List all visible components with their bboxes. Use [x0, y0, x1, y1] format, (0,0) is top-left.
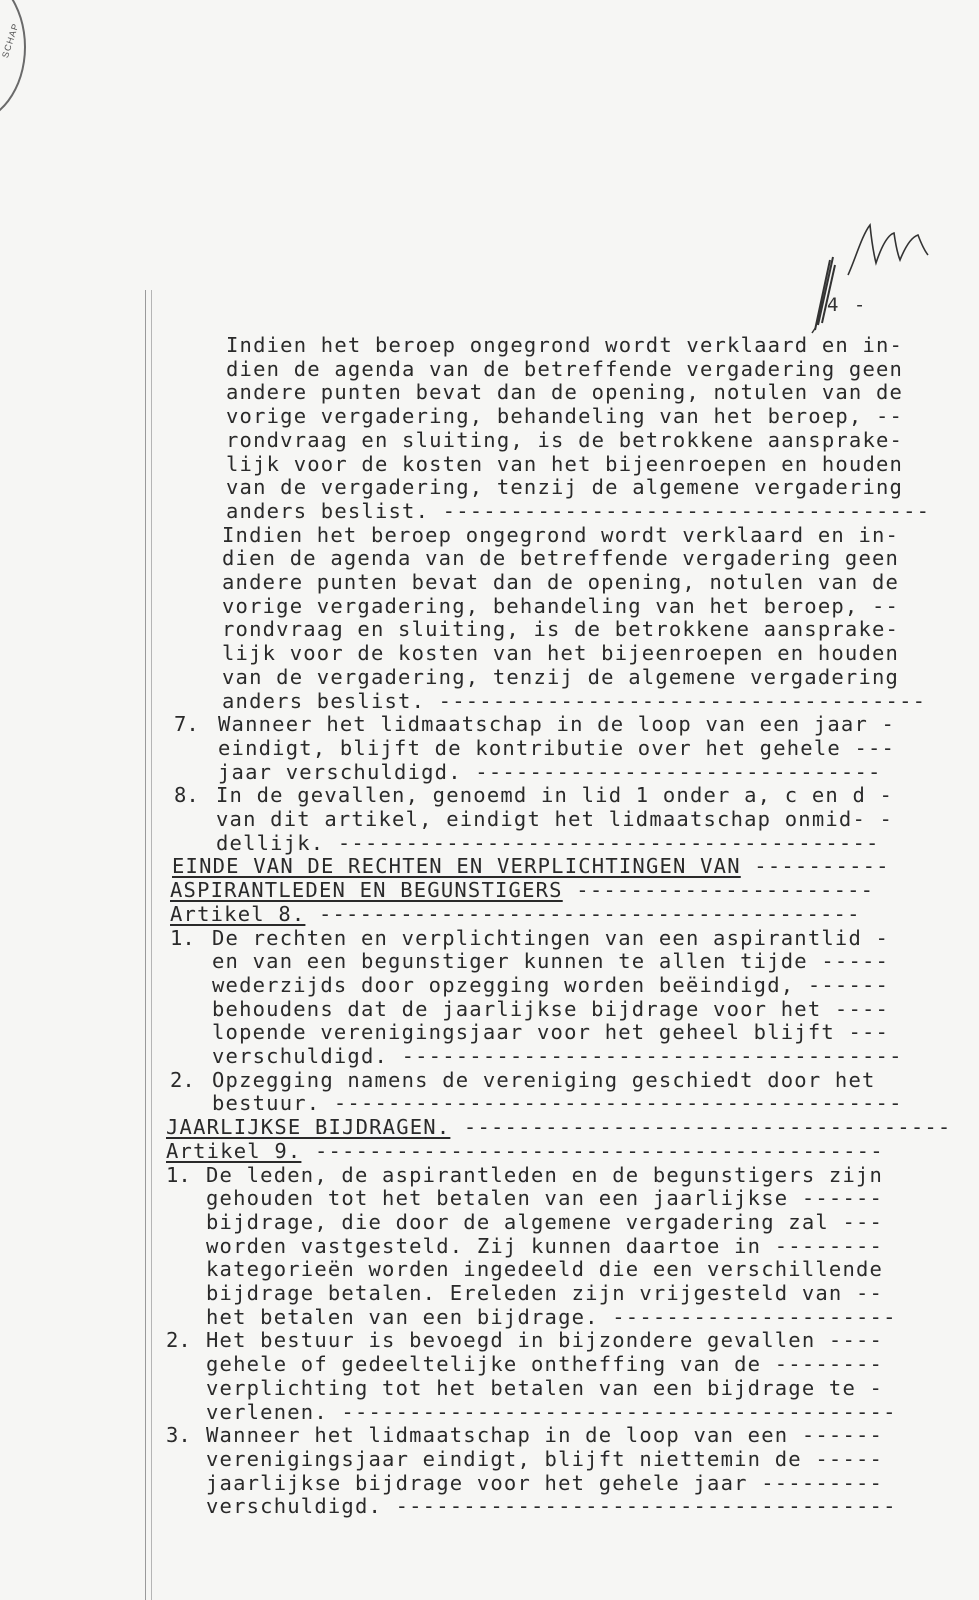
- paragraph-line: Indien het beroep ongegrond wordt verklaard en in-: [226, 333, 904, 357]
- dash-fill: ------------------------------------------: [301, 1138, 884, 1163]
- margin-rule: [151, 290, 152, 1600]
- paragraph-line: andere punten bevat dan de opening, notulen van de: [226, 380, 904, 405]
- paragraph-line: anders beslist. ------------------------------------: [222, 688, 927, 713]
- list-item-line: bijdrage betalen. Ereleden zijn vrijgesteld van --: [206, 1281, 884, 1305]
- list-item-line: eindigt, blijft de kontributie over het gehele ---: [218, 735, 896, 760]
- list-item-line: en van een begunstiger kunnen te allen tijde -----: [212, 949, 890, 974]
- margin-rule: [145, 290, 146, 1600]
- list-item-line: bestuur. ------------------------------------------: [212, 1091, 903, 1116]
- dash-fill: ----------------------: [562, 878, 875, 903]
- list-item-line: verenigingsjaar eindigt, blijft niettemin de -----: [206, 1446, 884, 1471]
- heading-text: Artikel 9.: [166, 1138, 302, 1163]
- handwritten-signature: [800, 205, 950, 335]
- list-item-line: Wanneer het lidmaatschap in de loop van een ------: [206, 1423, 884, 1448]
- list-item-line: kategorieën worden ingedeeld die een verschillende: [206, 1257, 884, 1282]
- paragraph-line: dien de agenda van de betreffende vergadering geen: [222, 546, 900, 571]
- page-number: 4 -: [827, 294, 868, 316]
- list-item-line: In de gevallen, genoemd in lid 1 onder a, c en d -: [216, 783, 894, 808]
- list-item-line: Het bestuur is bevoegd in bijzondere gevallen ----: [206, 1328, 884, 1353]
- list-item-line: worden vastgesteld. Zij kunnen daartoe in --------: [206, 1233, 884, 1258]
- paragraph-line: vorige vergadering, behandeling van het beroep, --: [222, 593, 900, 618]
- list-item-line: dellijk. ----------------------------------------: [216, 830, 880, 855]
- list-item-line: verlenen. -----------------------------------------: [206, 1399, 897, 1424]
- list-item-line: verschuldigd. -------------------------------------: [212, 1044, 903, 1068]
- stamp-seal: [0, 0, 26, 124]
- heading-text: Artikel 8.: [170, 901, 306, 926]
- paragraph-line: anders beslist. ------------------------------------: [226, 498, 931, 523]
- item-number: 3.: [166, 1423, 191, 1448]
- list-item-line: Wanneer het lidmaatschap in de loop van een jaar -: [218, 712, 896, 737]
- paragraph-line: dien de agenda van de betreffende vergadering geen: [226, 356, 904, 381]
- list-item-line: gehouden tot het betalen van een jaarlijkse ------: [206, 1186, 884, 1211]
- item-number: 2.: [170, 1067, 195, 1092]
- paragraph-line: rondvraag en sluiting, is de betrokkene aansprake-: [226, 427, 904, 452]
- list-item-line: het betalen van een bijdrage. ---------------------: [206, 1304, 897, 1329]
- dash-fill: ----------------------------------------: [305, 901, 861, 926]
- paragraph-line: lijk voor de kosten van het bijeenroepen en houden: [226, 451, 904, 476]
- item-number: 8.: [174, 783, 199, 808]
- list-item-line: wederzijds door opzegging worden beëindigd, ------: [212, 972, 890, 997]
- paragraph-line: andere punten bevat dan de opening, notulen van de: [222, 570, 900, 594]
- item-number: 2.: [166, 1328, 191, 1353]
- section-heading: [166, 1115, 951, 1139]
- list-item-line: jaar verschuldigd. ------------------------------: [218, 759, 882, 784]
- paragraph-line: vorige vergadering, behandeling van het beroep, --: [226, 404, 904, 429]
- section-heading: [172, 854, 890, 878]
- heading-text: JAARLIJKSE BIJDRAGEN.: [166, 1115, 451, 1140]
- list-item-line: verschuldigd. -------------------------------------: [206, 1494, 897, 1519]
- list-item-line: Opzegging namens de vereniging geschiedt door het: [212, 1067, 876, 1092]
- stamp-text: SCHAP: [0, 21, 21, 60]
- heading-text: EINDE VAN DE RECHTEN EN VERPLICHTINGEN VAN: [172, 854, 741, 879]
- item-number: 1.: [166, 1162, 191, 1187]
- article-label: [166, 1139, 884, 1163]
- heading-text: ASPIRANTLEDEN EN BEGUNSTIGERS: [170, 878, 563, 903]
- dash-fill: ------------------------------------: [450, 1115, 952, 1140]
- paragraph-line: van de vergadering, tenzij de algemene vergadering: [222, 664, 900, 689]
- item-number: 1.: [170, 925, 195, 950]
- list-item-line: bijdrage, die door de algemene vergadering zal ---: [206, 1209, 884, 1234]
- list-item-line: behoudens dat de jaarlijkse bijdrage voor het ----: [212, 996, 890, 1021]
- item-number: 7.: [174, 712, 199, 737]
- list-item-line: De rechten en verplichtingen van een aspirantlid -: [212, 925, 890, 950]
- list-item-line: gehele of gedeeltelijke ontheffing van de --------: [206, 1352, 884, 1377]
- list-item-line: jaarlijkse bijdrage voor het gehele jaar ---------: [206, 1470, 884, 1495]
- paragraph-line: rondvraag en sluiting, is de betrokkene aansprake-: [222, 617, 900, 642]
- list-item-line: lopende verenigingsjaar voor het geheel blijft ---: [212, 1020, 890, 1045]
- paragraph-line: lijk voor de kosten van het bijeenroepen en houden: [222, 641, 900, 666]
- section-heading: [170, 878, 874, 902]
- list-item-line: De leden, de aspirantleden en de begunstigers zijn: [206, 1162, 884, 1187]
- paragraph-line: Indien het beroep ongegrond wordt verklaard en in-: [222, 522, 900, 547]
- list-item-line: van dit artikel, eindigt het lidmaatschap onmid- -: [216, 807, 894, 831]
- dash-fill: ----------: [740, 854, 890, 879]
- list-item-line: verplichting tot het betalen van een bijdrage te -: [206, 1375, 884, 1400]
- article-label: [170, 902, 861, 926]
- paragraph-line: van de vergadering, tenzij de algemene vergadering: [226, 475, 904, 500]
